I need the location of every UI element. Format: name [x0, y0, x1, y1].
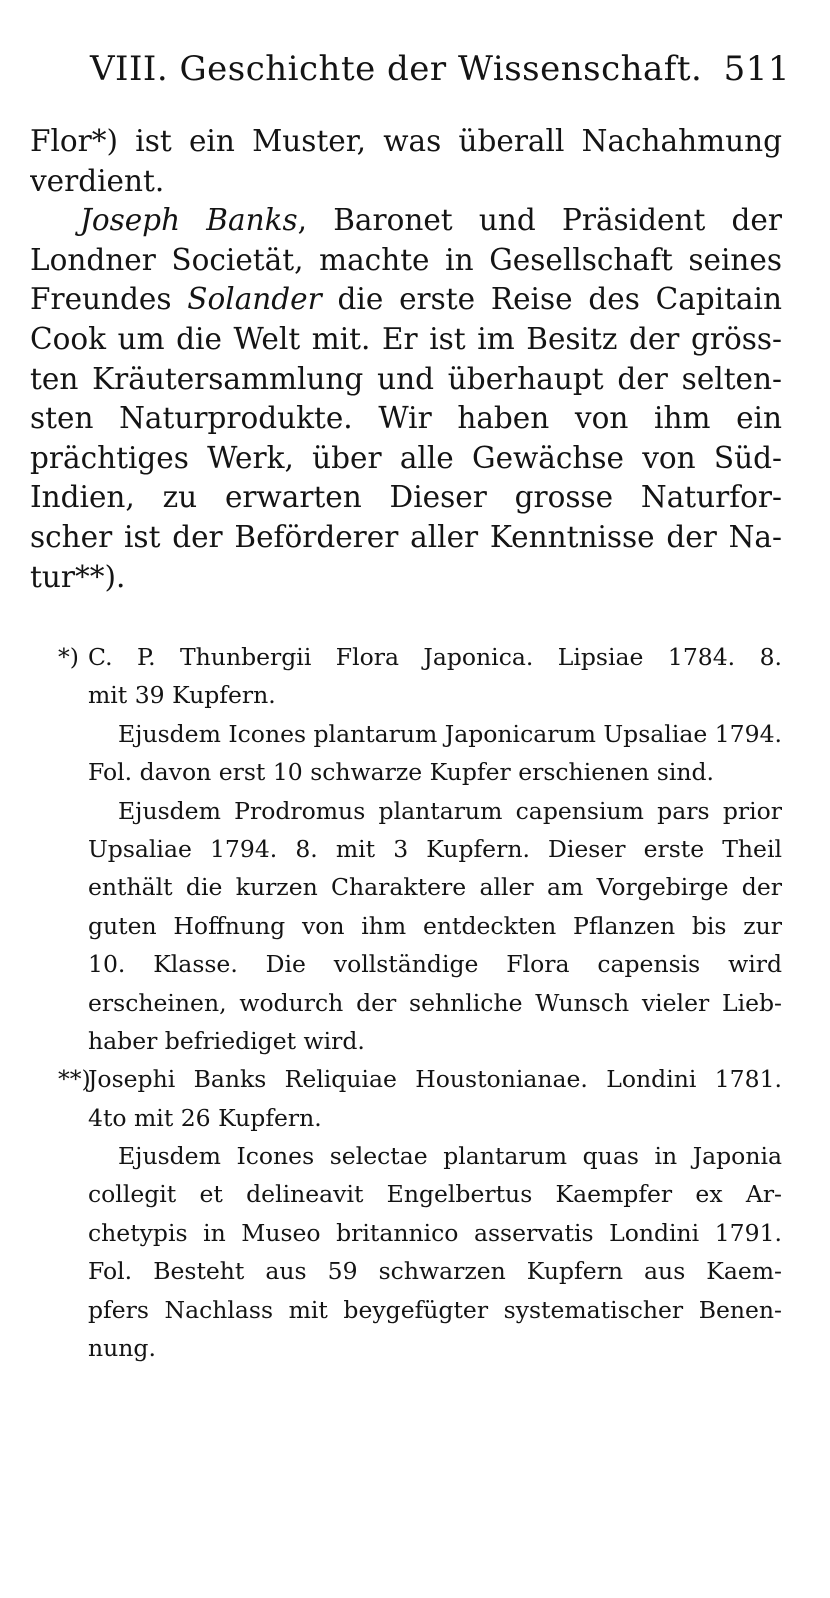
italic-name-banks: Joseph Banks	[80, 203, 298, 238]
footnote-text: Josephi Banks Reliquiae Houstonianae. Londini 1781.	[88, 1065, 782, 1094]
text-line: verdient.	[30, 163, 165, 198]
text-line: prächtiges Werk, über alle Gewächse von Süd-	[30, 440, 782, 475]
footnote-line: erscheinen, wodurch der sehnliche Wunsch vieler Lieb-	[88, 988, 782, 1017]
footnote-line: guten Hoffnung von ihm entdeckten Pflanzen bis zur	[88, 911, 782, 940]
italic-name-solander: Solander	[187, 282, 322, 317]
main-text	[30, 122, 782, 597]
footnote-text: C. P. Thunbergii Flora Japonica. Lipsiae 1784. 8.	[88, 643, 782, 671]
footnote-line: Fol. davon erst 10 schwarze Kupfer erschienen sind.	[88, 758, 714, 787]
text-line: Flor*) ist ein Muster, was überall Nachahmung	[30, 124, 782, 158]
footnote-line: chetypis in Museo britannico asservatis Londini 1791.	[88, 1218, 782, 1247]
footnote-line: collegit et delineavit Engelbertus Kaempfer ex Ar-	[88, 1180, 782, 1209]
text-line: Cook um die Welt mit. Er ist im Besitz der gröss-	[30, 321, 782, 356]
text-line: scher ist der Beförderer aller Kenntnisse der Na-	[30, 519, 782, 554]
footnote-line	[58, 638, 782, 676]
footnote-line: 10. Klasse. Die vollständige Flora capensis wird	[88, 950, 782, 979]
running-header	[90, 46, 790, 92]
footnote-line: Ejusdem Icones plantarum Japonicarum Upsaliae 1794.	[118, 719, 782, 748]
text-line: Londner Societät, machte in Gesellschaft seines	[30, 242, 782, 277]
text-line: Indien, zu erwarten Dieser grosse Naturfor-	[30, 480, 782, 515]
text-line: Joseph Banks, Baronet und Präsident der	[80, 203, 782, 238]
footnote-line: Ejusdem Prodromus plantarum capensium pars prior	[118, 796, 782, 825]
footnote-line: enthält die kurzen Charaktere aller am Vorgebirge der	[88, 873, 782, 902]
text-line: ten Kräutersammlung und überhaupt der selten-	[30, 361, 782, 396]
footnote-line: pfers Nachlass mit beygefügter systematischer Benen-	[88, 1295, 782, 1324]
footnote-marker: **)	[58, 1065, 91, 1094]
footnote-line: Ejusdem Icones selectae plantarum quas in Japonia	[118, 1142, 782, 1171]
footnote-line: haber befriediget wird.	[88, 1026, 365, 1055]
footnote-marker: *)	[58, 643, 79, 671]
footnotes	[58, 638, 782, 1367]
text-line: sten Naturprodukte. Wir haben von ihm ein	[30, 401, 782, 436]
footnote-line: nung.	[88, 1334, 156, 1363]
footnote-line: Upsaliae 1794. 8. mit 3 Kupfern. Dieser erste Theil	[88, 834, 782, 863]
footnote-line: Fol. Besteht aus 59 schwarzen Kupfern aus Kaem-	[88, 1257, 782, 1286]
footnote-line: mit 39 Kupfern.	[88, 681, 276, 710]
page-number: 511	[723, 49, 790, 89]
footnote-line: 4to mit 26 Kupfern.	[88, 1103, 322, 1132]
text-line: tur**).	[30, 559, 126, 594]
header-title: VIII. Geschichte der Wissenschaft.	[90, 49, 703, 89]
footnote-line	[58, 1060, 782, 1098]
text-line: Freundes Solander die erste Reise des Capitain	[30, 282, 782, 317]
